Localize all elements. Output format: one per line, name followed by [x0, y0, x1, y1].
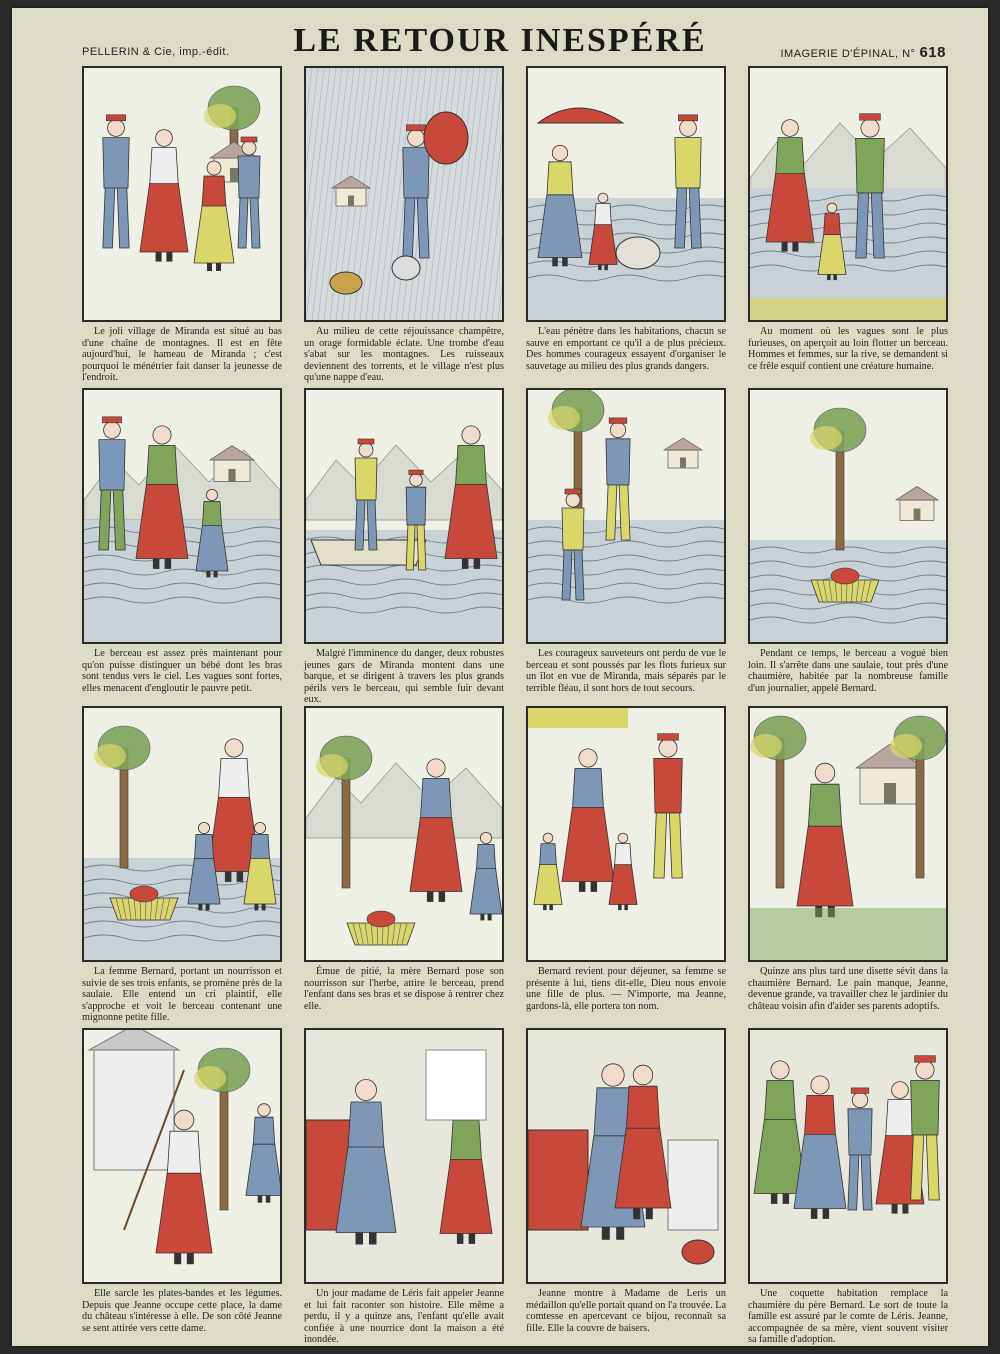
panel-caption: Les courageux sauveteurs ont perdu de vue le berceau et sont poussés par les flots furieux sur un îlot en vue de Miranda, mais séparés par le terrible fléau, il sont hors de tout secours. [526, 648, 726, 694]
panel-illustration [304, 388, 504, 644]
panel-caption: Au moment où les vagues sont le plus furieuses, on aperçoit au loin flotter un berceau. Hommes et femmes, sur la rive, se demandent si ce frêle esquif contient une créature humaine. [748, 326, 948, 372]
illustration-svg [528, 68, 724, 320]
panel-illustration [82, 66, 282, 322]
illustration-svg [528, 1030, 724, 1282]
illustration-svg [84, 708, 280, 960]
panel-caption: Quinze ans plus tard une disette sévit dans la chaumière Bernard. Le pain manque, Jeanne, devenue grande, va travailler chez le jardinier du château voisin afin d'aider ses parents adoptifs. [748, 966, 948, 1012]
illustration-svg [84, 1030, 280, 1282]
panel-caption: Une coquette habitation remplace la chaumière du père Bernard. Le sort de toute la famille est assuré par le comte de Léris. Jeanne, accompagnée de sa mère, vient souvent visiter sa famille d'adoption. [748, 1288, 948, 1346]
illustration-svg [528, 390, 724, 642]
panel-illustration [748, 1028, 948, 1284]
panel [304, 706, 504, 1012]
illustration-svg [306, 708, 502, 960]
panel [526, 1028, 726, 1334]
panel-illustration [748, 388, 948, 644]
panel-caption: Pendant ce temps, le berceau a vogué bien loin. Il s'arrête dans une saulaie, tout près d'une chaumière, habitée par la nombreuse famille d'un journalier, appelé Bernard. [748, 648, 948, 694]
panel [748, 388, 948, 694]
panel-illustration [748, 66, 948, 322]
panel [82, 388, 282, 694]
page-title: LE RETOUR INESPÉRÉ [293, 22, 707, 59]
panel-caption: Le joli village de Miranda est situé au bas d'une chaîne de montagnes. Il est en fête aujourd'hui, le hameau de Miranda ; c'est pourquoi le ménétrier fait danser la jeunesse de l'endroit. [82, 326, 282, 384]
illustration-svg [306, 68, 502, 320]
panel [82, 66, 282, 384]
panel-caption: Malgré l'imminence du danger, deux robustes jeunes gars de Miranda montent dans une barque, et se dirigent à travers les plus grands périls vers le berceau, qui semble fuir devant eux. [304, 648, 504, 706]
series-name: IMAGERIE D'ÉPINAL, N° [780, 48, 916, 60]
panel-caption: Bernard revient pour déjeuner, sa femme se présente à lui, tiens dit-elle, Dieu nous envoie une fille de plus. — N'importe, ma Jeanne, gardons-là, elle portera ton nom. [526, 966, 726, 1012]
panel-illustration [526, 388, 726, 644]
panel-illustration [526, 1028, 726, 1284]
panel-illustration [526, 706, 726, 962]
illustration-svg [528, 708, 724, 960]
illustration-svg [84, 68, 280, 320]
panel-caption: Au milieu de cette réjouissance champêtre, un orage formidable éclate. Une trombe d'eau s'abat sur les montagnes. Les ruisseaux deviennent des torrents, et le village n'est plus qu'une nappe d'eau. [304, 326, 504, 384]
illustration-svg [306, 1030, 502, 1282]
panel-caption: L'eau pénètre dans les habitations, chacun se sauve en emportant ce qu'il a de plus précieux. Des hommes courageux essayent d'organiser le sauvetage au milieu des plus grands dangers. [526, 326, 726, 372]
series-label [780, 44, 946, 61]
panel-illustration [304, 1028, 504, 1284]
panel [304, 66, 504, 384]
panel-illustration [526, 66, 726, 322]
illustration-svg [750, 1030, 946, 1282]
illustration-svg [306, 390, 502, 642]
panel-caption: Émue de pitié, la mère Bernard pose son nourrisson sur l'herbe, attire le berceau, prend l'enfant dans ses bras et se dispose à rentrer chez elle. [304, 966, 504, 1012]
panel-illustration [82, 388, 282, 644]
panel-illustration [304, 66, 504, 322]
series-number: 618 [919, 44, 946, 61]
panel [526, 706, 726, 1012]
panel [304, 388, 504, 706]
header [12, 22, 988, 68]
panel [304, 1028, 504, 1346]
panel-caption: La femme Bernard, portant un nourrisson et suivie de ses trois enfants, se promène près de la saulaie. Elle entend un cri plaintif, elle s'approche et voit le berceau contenant une mignonne petite fille. [82, 966, 282, 1024]
panel-caption: Un jour madame de Léris fait appeler Jeanne et lui fait raconter son histoire. Elle même a perdu, il y a quinze ans, l'enfant qu'elle avait confiée à une nourrice dont la maison a été inondée. [304, 1288, 504, 1346]
illustration-svg [750, 68, 946, 320]
panel [82, 706, 282, 1024]
panel-illustration [748, 706, 948, 962]
panel-caption: Jeanne montre à Madame de Leris un médaillon qu'elle portait quand on l'a trouvée. La comtesse en apercevant ce bijou, reconnaît sa fille. Elle la couvre de baisers. [526, 1288, 726, 1334]
panel [526, 66, 726, 372]
print-sheet [12, 8, 988, 1346]
panel [748, 1028, 948, 1346]
illustration-svg [750, 708, 946, 960]
illustration-svg [84, 390, 280, 642]
panel [748, 66, 948, 372]
illustration-svg [750, 390, 946, 642]
panel-caption: Elle sarcle les plates-bandes et les légumes. Depuis que Jeanne occupe cette place, la dame du château s'intéresse à elle. De son côté Jeanne se sent attirée vers cette dame. [82, 1288, 282, 1334]
panel-illustration [304, 706, 504, 962]
panel [748, 706, 948, 1012]
panel-illustration [82, 1028, 282, 1284]
publisher-label: PELLERIN & Cie, imp.-édit. [82, 46, 230, 58]
panel [526, 388, 726, 694]
panel-illustration [82, 706, 282, 962]
panel [82, 1028, 282, 1334]
panel-caption: Le berceau est assez près maintenant pour qu'on puisse distinguer un bébé dont les bras sont tendus vers le ciel. Les vagues sont fortes, elles menacent d'engloutir le pauvre petit. [82, 648, 282, 694]
